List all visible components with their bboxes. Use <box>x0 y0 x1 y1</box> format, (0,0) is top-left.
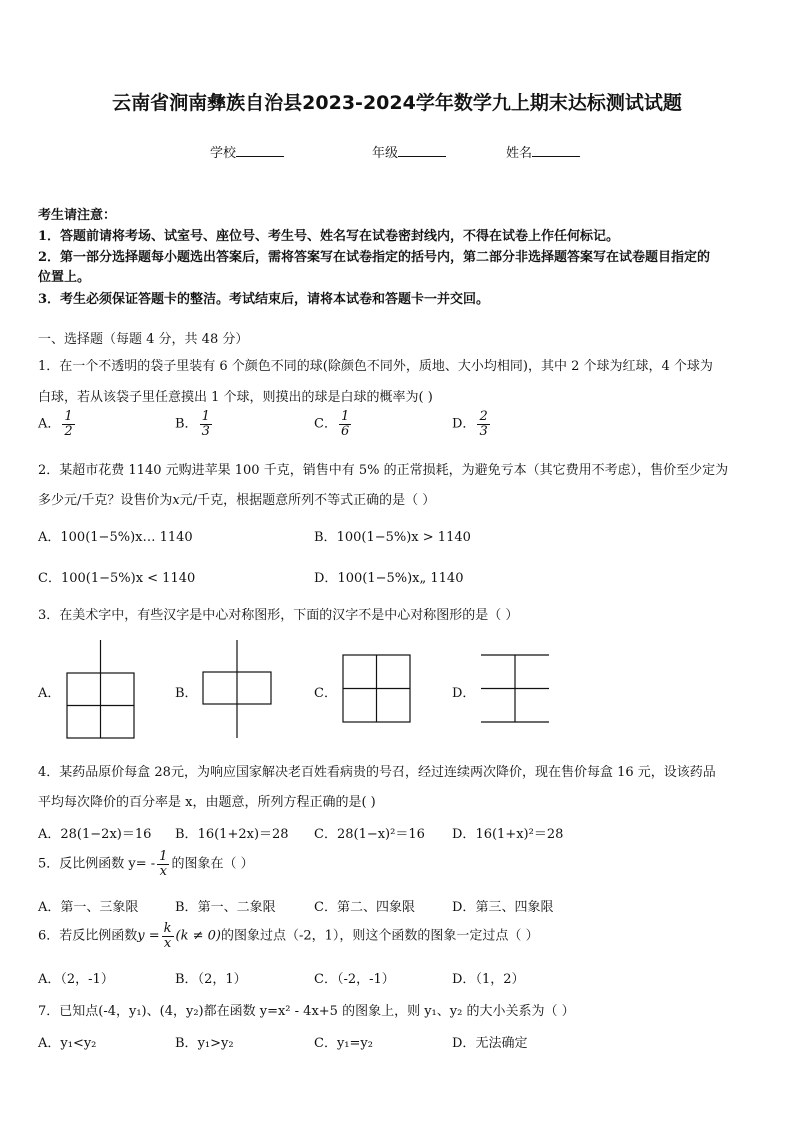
notice-item-2-cont: 位置上。 <box>38 270 91 285</box>
q2-line2: 多少元/千克？设售价为x元/千克，根据题意所列不等式正确的是（ ） <box>38 493 436 508</box>
q7-line1: 7．已知点(-4，y₁)、(4，y₂)都在函数 y=x² - 4x+5 的图象上，则 y₁、y₂ 的大小关系为（ ） <box>38 1004 575 1019</box>
q5-line1: 5．反比例函数 y= - $\frac{1}{x}$ 的图象在（ ） <box>38 849 254 879</box>
q4-option-a[interactable]: A．28(1−2x)＝16 <box>38 827 152 842</box>
q1-option-c[interactable]: C． $\frac{1}{6}$ <box>314 409 350 439</box>
q2-option-d[interactable]: D．100(1−5%)x„ 1140 <box>314 571 464 586</box>
school-blank[interactable] <box>236 144 284 157</box>
q6-option-a[interactable]: A．（2，-1） <box>38 972 114 987</box>
name-field[interactable]: 姓名 <box>506 142 580 161</box>
q3-figure-c <box>340 652 414 726</box>
page-title: 云南省涧南彝族自治县2023-2024学年数学九上期末达标测试试题 <box>112 92 682 114</box>
q7-option-d[interactable]: D．无法确定 <box>452 1036 528 1051</box>
notice-item-3: 3．考生必须保证答题卡的整洁。考试结束后，请将本试卷和答题卡一并交回。 <box>38 292 490 307</box>
q7-option-a[interactable]: A．y₁<y₂ <box>38 1036 97 1051</box>
q3-figure-a <box>64 638 138 740</box>
q1-option-b[interactable]: B． $\frac{1}{3}$ <box>175 409 210 439</box>
q1-option-d[interactable]: D． $\frac{2}{3}$ <box>452 409 488 439</box>
q2-option-a[interactable]: A．100(1−5%)x… 1140 <box>38 530 193 545</box>
q3-option-c[interactable]: C． <box>314 686 337 701</box>
q4-option-b[interactable]: B．16(1+2x)＝28 <box>175 827 289 842</box>
q6-line1: 6．若反比例函数y = $\frac{k}{x}$ (k ≠ 0)的图象过点（-2，1），则这个函数的图象一定过点（ ） <box>38 921 539 951</box>
q2-line1: 2．某超市花费 1140 元购进苹果 100 千克，销售中有 5% 的正常损耗，为避免亏本（其它费用不考虑），售价至少定为 <box>38 463 729 478</box>
q7-option-c[interactable]: C．y₁=y₂ <box>314 1036 373 1051</box>
q6-option-c[interactable]: C．（-2，-1） <box>314 972 395 987</box>
grade-blank[interactable] <box>398 144 446 157</box>
q6-option-d[interactable]: D．（1，2） <box>452 972 525 987</box>
q1-line2: 白球，若从该袋子里任意摸出 1 个球，则摸出的球是白球的概率为( ) <box>38 390 433 405</box>
q5-option-a[interactable]: A．第一、三象限 <box>38 900 139 915</box>
q7-option-b[interactable]: B．y₁>y₂ <box>175 1036 234 1051</box>
section-heading: 一、选择题（每题 4 分，共 48 分） <box>38 332 249 347</box>
q3-line1: 3．在美术字中，有些汉字是中心对称图形，下面的汉字不是中心对称图形的是（ ） <box>38 608 519 623</box>
q4-line1: 4．某药品原价每盒 28元，为响应国家解决老百姓看病贵的号召，经过连续两次降价，现在售价每盒 16 元，设该药品 <box>38 765 716 780</box>
q3-figure-b <box>200 638 276 740</box>
q2-option-c[interactable]: C．100(1−5%)x < 1140 <box>38 571 196 586</box>
q3-option-d[interactable]: D． <box>452 686 476 701</box>
q5-option-d[interactable]: D．第三、四象限 <box>452 900 554 915</box>
q4-option-c[interactable]: C．28(1−x)²＝16 <box>314 827 425 842</box>
q6-option-b[interactable]: B．（2，1） <box>175 972 247 987</box>
q2-option-b[interactable]: B．100(1−5%)x > 1140 <box>314 530 471 545</box>
notice-heading: 考生请注意： <box>38 208 117 223</box>
school-field[interactable]: 学校 <box>210 142 284 161</box>
q3-option-b[interactable]: B． <box>175 686 198 701</box>
q3-figure-d <box>478 652 552 726</box>
grade-field[interactable]: 年级 <box>372 142 446 161</box>
q4-option-d[interactable]: D．16(1+x)²＝28 <box>452 827 564 842</box>
q5-option-c[interactable]: C．第二、四象限 <box>314 900 415 915</box>
q5-option-b[interactable]: B．第一、二象限 <box>175 900 276 915</box>
q4-line2: 平均每次降价的百分率是 x，由题意，所列方程正确的是( ) <box>38 795 376 810</box>
q1-line1: 1．在一个不透明的袋子里装有 6 个颜色不同的球(除颜色不同外，质地、大小均相同)，其中 2 个球为红球，4 个球为 <box>38 359 713 374</box>
q3-option-a[interactable]: A． <box>38 686 61 701</box>
notice-item-1: 1．答题前请将考场、试室号、座位号、考生号、姓名写在试卷密封线内，不得在试卷上作任何标记。 <box>38 229 620 244</box>
name-blank[interactable] <box>532 144 580 157</box>
q1-option-a[interactable]: A． $\frac{1}{2}$ <box>38 409 73 439</box>
notice-item-2: 2．第一部分选择题每小题选出答案后，需将答案写在试卷指定的括号内，第二部分非选择题答案写在试卷题目指定的 <box>38 250 711 265</box>
